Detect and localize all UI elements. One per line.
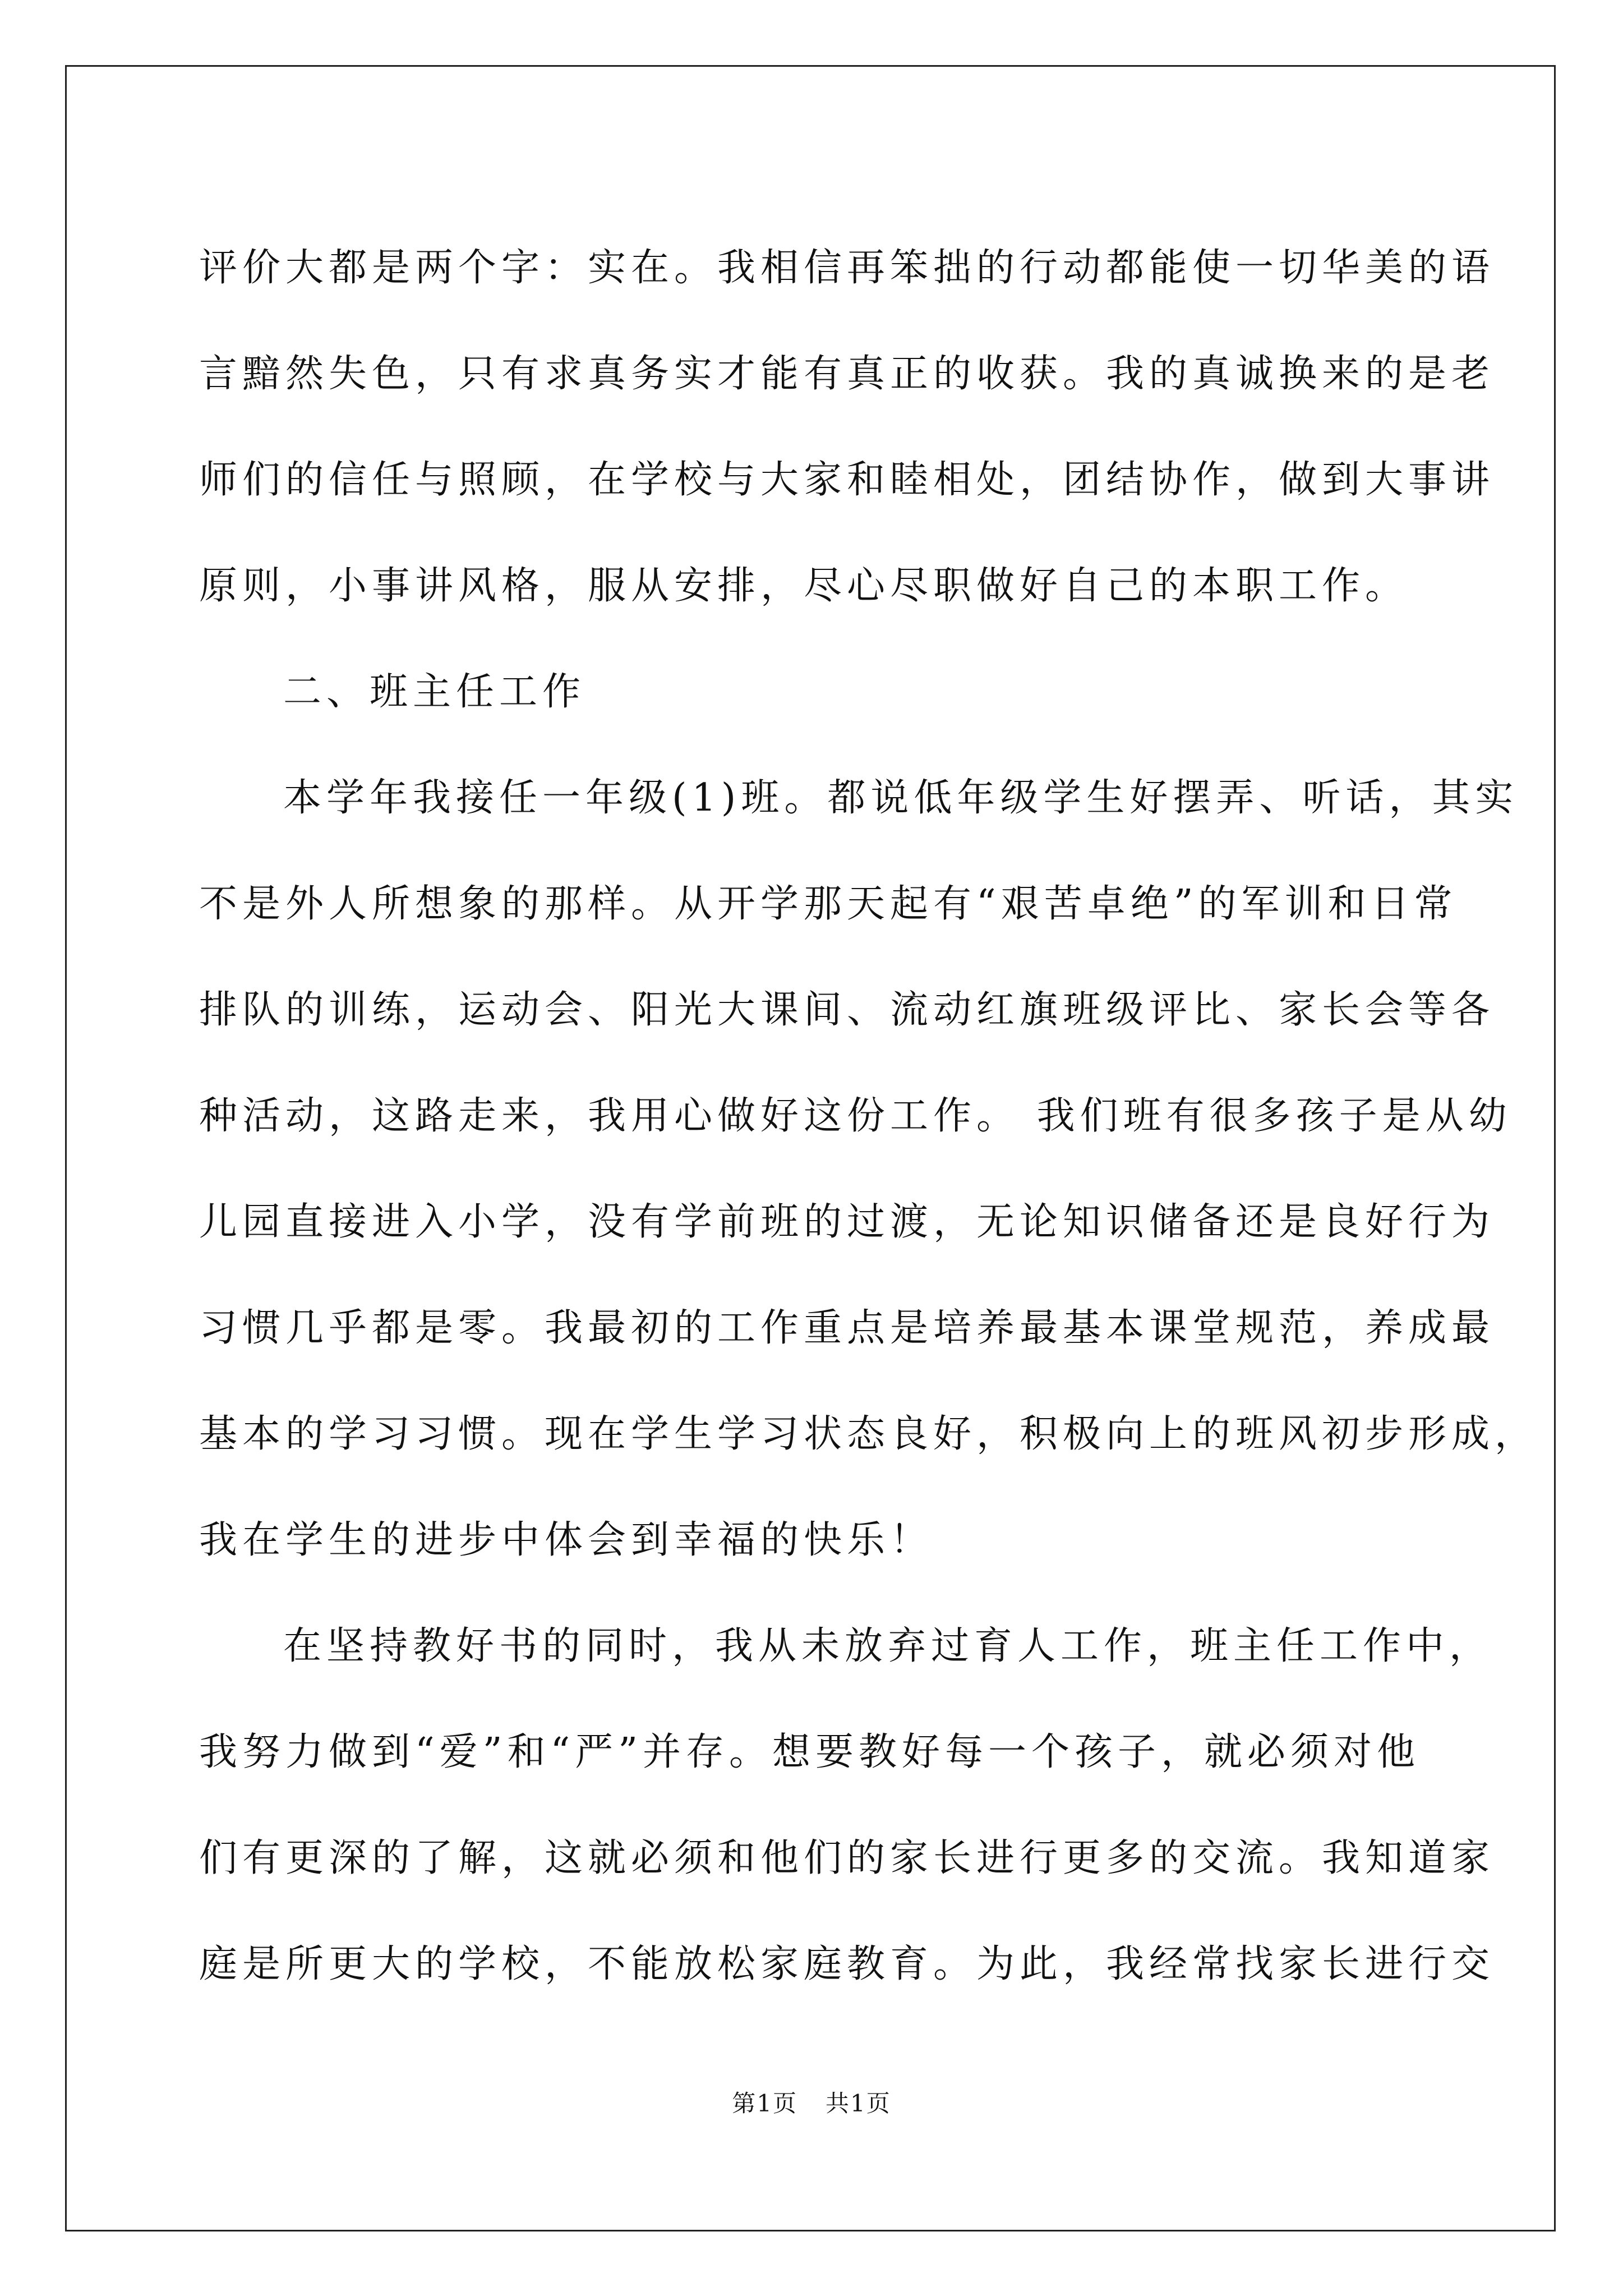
- text-line-8: 排队的训练，运动会、阳光大课间、流动红旗班级评比、家长会等各: [199, 988, 1495, 1032]
- text-line-15: 我努力做到“爱”和“严”并存。想要教好每一个孩子，就必须对他: [199, 1730, 1421, 1774]
- section-heading: 二、班主任工作: [283, 670, 586, 714]
- text-line-17: 庭是所更大的学校，不能放松家庭教育。为此，我经常找家长进行交: [199, 1942, 1495, 1986]
- page-number: 第1页: [732, 2090, 797, 2117]
- text-line-1: 评价大都是两个字：实在。我相信再笨拙的行动都能使一切华美的语: [199, 246, 1495, 290]
- text-line-13: 我在学生的进步中体会到幸福的快乐！: [199, 1518, 934, 1562]
- text-line-7: 不是外人所想象的那样。从开学那天起有“艰苦卓绝”的军训和日常: [199, 882, 1458, 926]
- text-line-2: 言黯然失色，只有求真务实才能有真正的收获。我的真诚换来的是老: [199, 352, 1495, 396]
- text-line-3: 师们的信任与照顾，在学校与大家和睦相处，团结协作，做到大事讲: [199, 458, 1495, 502]
- text-line-11: 习惯几乎都是零。我最初的工作重点是培养最基本课堂规范，养成最: [199, 1306, 1495, 1350]
- document-body: [199, 215, 1538, 2017]
- text-line-14: 在坚持教好书的同时，我从未放弃过育人工作，班主任工作中，: [283, 1624, 1493, 1668]
- text-line-9: 种活动，这路走来，我用心做好这份工作。 我们班有很多孩子是从幼: [199, 1094, 1512, 1138]
- page-footer: [0, 2087, 1623, 2120]
- text-line-4: 原则，小事讲风格，服从安排，尽心尽职做好自己的本职工作。: [199, 564, 1409, 608]
- text-line-6: 本学年我接任一年级(1)班。都说低年级学生好摆弄、听话，其实: [283, 776, 1519, 820]
- page-total: 共1页: [826, 2090, 891, 2117]
- text-line-12: 基本的学习习惯。现在学生学习状态良好，积极向上的班风初步形成，: [199, 1412, 1538, 1456]
- text-line-10: 儿园直接进入小学，没有学前班的过渡，无论知识储备还是良好行为: [199, 1200, 1495, 1244]
- text-line-16: 们有更深的了解，这就必须和他们的家长进行更多的交流。我知道家: [199, 1836, 1495, 1880]
